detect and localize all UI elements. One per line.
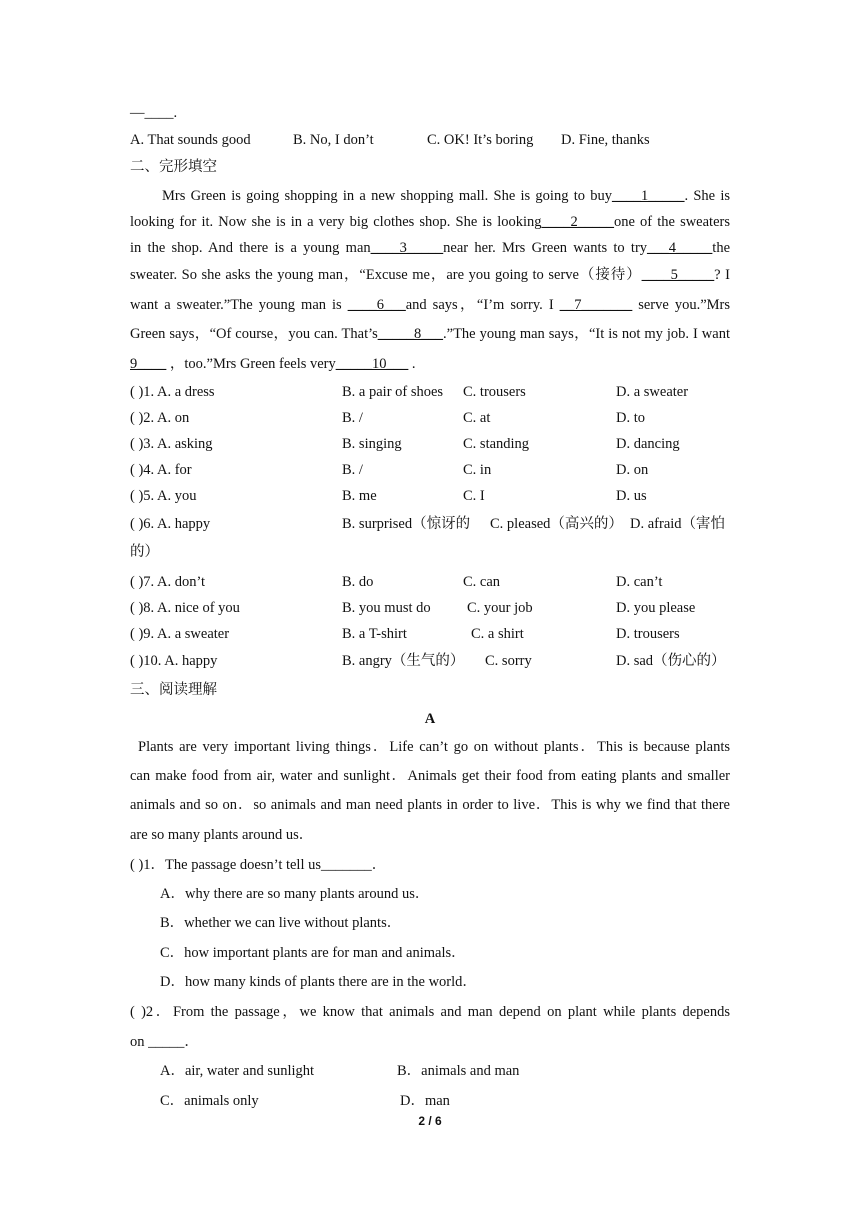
reading-q2-line-2: on _____． — [130, 1034, 199, 1050]
passage-line-6: Green says，“Of course，you can. That’s_____8___.”The young man says，“It is not my job. I want — [130, 326, 730, 342]
page-number: 2 / 6 — [418, 1114, 442, 1128]
reading-q2-option-d: D．man — [400, 1093, 450, 1109]
reading-a-title: A — [424, 711, 436, 727]
reading-line-2: can make food from air, water and sunlight．Animals get their food from eating plants and smaller — [130, 768, 730, 784]
prev-option-d: D. Fine, thanks — [561, 132, 650, 148]
passage-line-7: 9____ ，too.”Mrs Green feels very_____10___ . — [130, 356, 416, 372]
reading-q2-option-c: C．animals only — [160, 1093, 259, 1109]
passage-line-5: want a sweater.”The young man is ____6___and says，“I’m sorry. I __7_______ serve you.”Mrs — [130, 297, 730, 313]
passage-line-1: Mrs Green is going shopping in a new shopping mall. She is going to buy____1_____. She is — [162, 188, 730, 204]
passage-line-4: sweater. So she asks the young man，“Excuse me，are you going to serve（接待）____5_____? I — [130, 267, 730, 283]
reading-q1-option-d: D．how many kinds of plants there are in the world． — [160, 974, 477, 990]
passage-line-2: looking for it. Now she is in a very big clothes shop. She is looking____2_____one of the sweaters — [130, 214, 730, 230]
reading-line-1: Plants are very important living things．Life can’t go on without plants．This is because plants — [138, 739, 730, 755]
reading-q1-option-a: A．why there are so many plants around us． — [160, 886, 430, 902]
reading-q1: ( )1．The passage doesn’t tell us_______． — [130, 857, 387, 873]
prev-option-b: B. No, I don’t — [293, 132, 374, 148]
section-title-cloze: 二、完形填空 — [130, 159, 217, 175]
section-title-reading: 三、阅读理解 — [130, 682, 217, 698]
prev-option-c: C. OK! It’s boring — [427, 132, 534, 148]
passage-line-3: in the shop. And there is a young man____3_____near her. Mrs Green wants to try___4_____the — [130, 240, 731, 256]
reading-q1-option-b: B．whether we can live without plants． — [160, 915, 402, 931]
reading-q2-line-1: ( )2．From the passage，we know that animals and man depend on plant while plants depends — [130, 1004, 730, 1020]
prev-option-a: A. That sounds good — [130, 132, 251, 148]
reading-line-4: are so many plants around us． — [130, 827, 314, 843]
document-page: —____. A. That sounds good B. No, I don’t C. OK! It’s boring D. Fine, thanks 二、完形填空 Mrs Green is going shopping in a new shopping mall. She is going to buy____1_____. She is looking for it. Now she is in a very big clothes shop. She is looking____2_____one of the sweaters in the shop. And there is a young man____3_____near her. Mrs Green wants to try___4_____the sweater. So she asks the young man，“Excuse me，are you going to serve（接待）____5_____? I want a sweater.”The young man is ____6___and says，“I’m sorry. I __7_______ serve you.”Mrs Green says，“Of course，you can. That’s_____8___.”The young man says，“It is not my job. I want 9____ ，too.”Mrs Green feels very_____10___ . ( )1. A. a dress B. a pair of shoes C. trousers D. a sweater ( )2. A. on B. / C. at D. to ( )3. A. asking B. singing C. standing D. dancing ( )4. A. for B. / C. in D. on ( )5. A. you B. me C. I D. us ( )6. A. happy B. surprised（惊讶的 C. pleased（高兴的） D. afraid（害怕 的） ( )7. A. don’t B. do C. can D. can’t ( )8. A. nice of you B. you must do C. your job D. you please ( )9. A. a sweater B. a T-shirt C. a shirt D. trousers ( )10. A. happy B. angry（生气的） C. sorry D. sad（伤心的） 三、阅读理解 A Plants are very important living things．Life can’t go on without plants．This is because plants can make food from air, water and sunlight．Animals get their food from eating plants and smaller animals and so on．so animals and man need plants in order to live．This is why we find that there are so many plants around us． ( )1．The passage doesn’t tell us_______． A．why there are so many plants around us． B．whether we can live without plants． C．how important plants are for man and animals． D．how many kinds of plants there are in the world． ( )2．From the passage，we know that animals and man depend on plant while plants depends on _____． A．air, water and sunlight B．animals and man C．animals only D．man 2 / 6 — [0, 0, 860, 1216]
reading-q2-option-b: B．animals and man — [397, 1063, 520, 1079]
answer-blank-line: —____. — [130, 105, 178, 121]
reading-line-3: animals and so on．so animals and man need plants in order to live．This is why we find that there — [130, 797, 730, 813]
reading-q1-option-c: C．how important plants are for man and animals． — [160, 945, 466, 961]
reading-q2-option-a: A．air, water and sunlight — [160, 1063, 315, 1079]
